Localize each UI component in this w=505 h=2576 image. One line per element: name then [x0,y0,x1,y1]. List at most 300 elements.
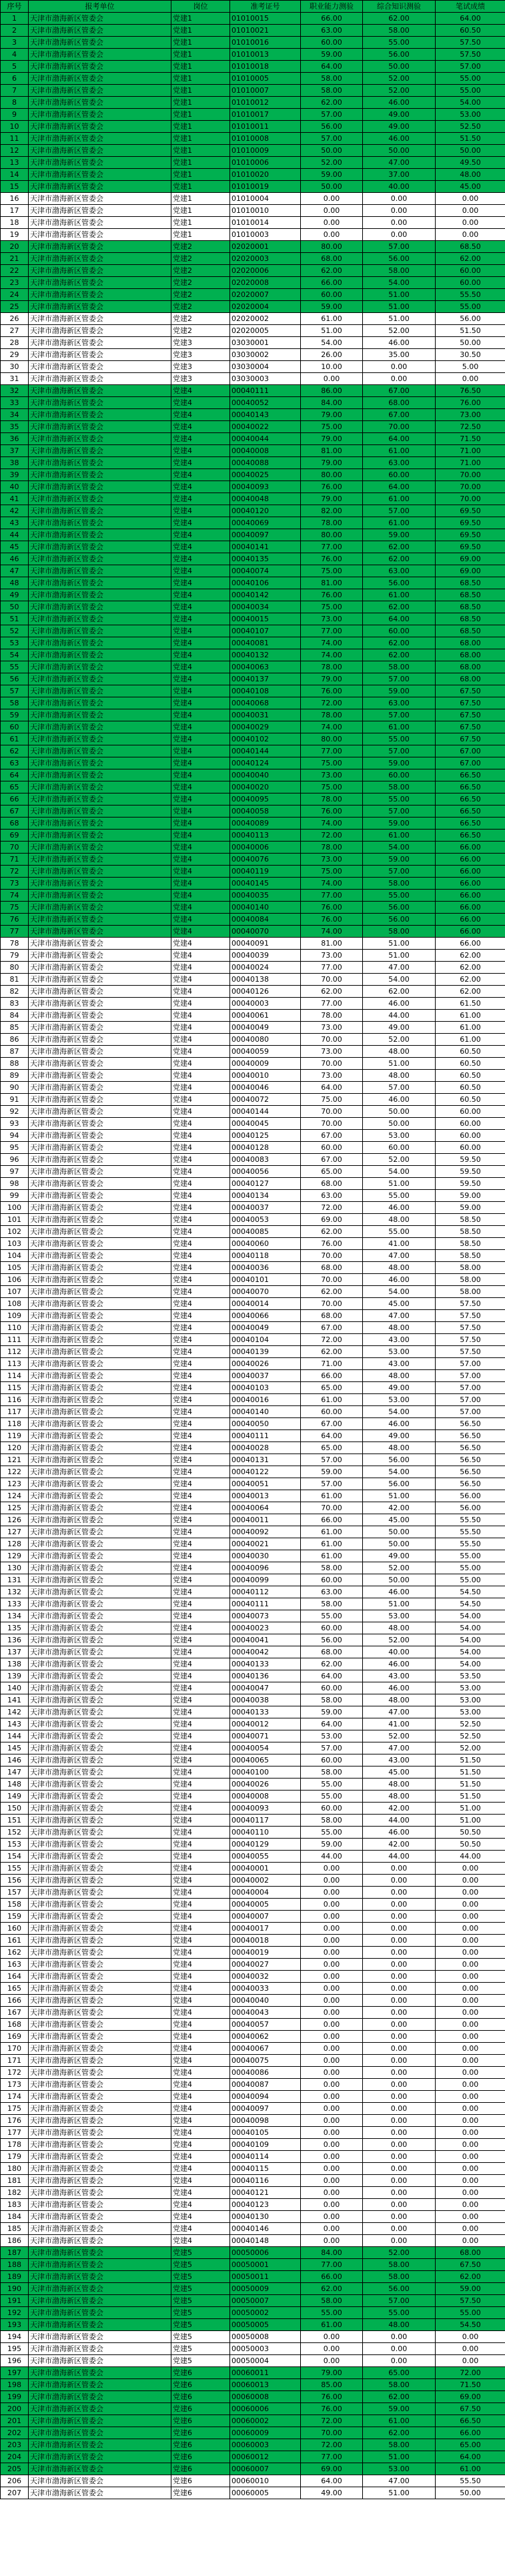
cell-ticket-no: 00040073 [230,1610,301,1622]
cell-unit: 天津市渤海新区管委会 [29,998,171,1010]
cell-aptitude: 57.00 [301,1454,363,1466]
cell-ticket-no: 01010008 [230,133,301,145]
cell-unit: 天津市渤海新区管委会 [29,1658,171,1670]
cell-aptitude: 70.00 [301,1106,363,1118]
cell-unit: 天津市渤海新区管委会 [29,2379,171,2391]
cell-position: 党建5 [171,2283,230,2295]
cell-unit: 天津市渤海新区管委会 [29,1418,171,1430]
table-row [1,1995,505,2007]
cell-written: 57.50 [436,1298,505,1310]
cell-unit: 天津市渤海新区管委会 [29,361,171,373]
cell-aptitude: 61.00 [301,313,363,325]
cell-unit: 天津市渤海新区管委会 [29,2271,171,2283]
cell-knowledge: 63.00 [363,565,436,577]
cell-knowledge: 47.00 [363,2475,436,2487]
cell-unit: 天津市渤海新区管委会 [29,914,171,926]
cell-seq: 77 [1,926,29,938]
table-row [1,1502,505,1514]
cell-knowledge: 54.00 [363,842,436,854]
cell-seq: 169 [1,2031,29,2043]
cell-unit: 天津市渤海新区管委会 [29,1250,171,1262]
cell-position: 党建4 [171,613,230,625]
cell-seq: 163 [1,1959,29,1971]
cell-knowledge: 59.00 [363,757,436,769]
cell-written: 60.50 [436,1082,505,1094]
cell-unit: 天津市渤海新区管委会 [29,2343,171,2355]
cell-seq: 16 [1,193,29,205]
table-row [1,1226,505,1238]
cell-ticket-no: 00040041 [230,1634,301,1646]
cell-knowledge: 0.00 [363,2139,436,2151]
cell-unit: 天津市渤海新区管委会 [29,1959,171,1971]
cell-seq: 74 [1,890,29,902]
cell-written: 57.00 [436,1406,505,1418]
table-row [1,97,505,109]
cell-unit: 天津市渤海新区管委会 [29,1899,171,1911]
cell-written: 0.00 [436,2187,505,2199]
cell-unit: 天津市渤海新区管委会 [29,854,171,866]
cell-position: 党建4 [171,1899,230,1911]
table-row [1,1322,505,1334]
cell-position: 党建3 [171,349,230,361]
cell-aptitude: 0.00 [301,2151,363,2163]
cell-seq: 123 [1,1478,29,1490]
table-row [1,2175,505,2187]
cell-aptitude: 0.00 [301,2031,363,2043]
cell-unit: 天津市渤海新区管委会 [29,1779,171,1791]
cell-ticket-no: 01010011 [230,121,301,133]
table-row [1,2151,505,2163]
cell-written: 66.50 [436,818,505,830]
cell-position: 党建4 [171,902,230,914]
cell-written: 55.00 [436,1562,505,1574]
cell-ticket-no: 00040137 [230,673,301,685]
cell-knowledge: 0.00 [363,2187,436,2199]
cell-written: 56.50 [436,1466,505,1478]
table-row [1,2187,505,2199]
cell-knowledge: 48.00 [363,1046,436,1058]
cell-unit: 天津市渤海新区管委会 [29,769,171,781]
cell-seq: 104 [1,1250,29,1262]
cell-aptitude: 0.00 [301,2091,363,2103]
cell-position: 党建4 [171,1586,230,1598]
cell-written: 54.50 [436,1598,505,1610]
cell-written: 57.50 [436,1322,505,1334]
table-row [1,1586,505,1598]
table-row [1,2223,505,2235]
cell-position: 党建1 [171,205,230,217]
cell-written: 55.50 [436,289,505,301]
cell-unit: 天津市渤海新区管委会 [29,1310,171,1322]
cell-knowledge: 58.00 [363,926,436,938]
cell-position: 党建4 [171,974,230,986]
table-row [1,1863,505,1875]
cell-aptitude: 63.00 [301,1190,363,1202]
cell-position: 党建4 [171,1010,230,1022]
cell-knowledge: 70.00 [363,421,436,433]
cell-aptitude: 61.00 [301,2319,363,2331]
cell-position: 党建4 [171,1214,230,1226]
cell-written: 30.50 [436,349,505,361]
cell-position: 党建4 [171,2115,230,2127]
cell-knowledge: 43.00 [363,1358,436,1370]
cell-position: 党建4 [171,1935,230,1947]
cell-written: 72.50 [436,421,505,433]
cell-knowledge: 51.00 [363,1178,436,1190]
cell-ticket-no: 00040120 [230,505,301,517]
cell-ticket-no: 00040126 [230,986,301,998]
cell-unit: 天津市渤海新区管委会 [29,637,171,649]
cell-aptitude: 81.00 [301,445,363,457]
cell-unit: 天津市渤海新区管委会 [29,1022,171,1034]
cell-seq: 191 [1,2295,29,2307]
cell-written: 60.50 [436,1070,505,1082]
cell-seq: 5 [1,61,29,73]
cell-aptitude: 68.00 [301,1262,363,1274]
cell-knowledge: 46.00 [363,1418,436,1430]
cell-seq: 72 [1,866,29,878]
cell-seq: 26 [1,313,29,325]
cell-knowledge: 64.00 [363,613,436,625]
cell-ticket-no: 01010007 [230,85,301,97]
cell-knowledge: 59.00 [363,818,436,830]
cell-written: 53.50 [436,1670,505,1682]
cell-unit: 天津市渤海新区管委会 [29,1394,171,1406]
cell-position: 党建4 [171,1250,230,1262]
cell-unit: 天津市渤海新区管委会 [29,1827,171,1839]
cell-ticket-no: 00040143 [230,409,301,421]
cell-aptitude: 60.00 [301,1142,363,1154]
cell-aptitude: 68.00 [301,253,363,265]
table-row [1,481,505,493]
table-row [1,337,505,349]
cell-ticket-no: 00040048 [230,493,301,505]
cell-unit: 天津市渤海新区管委会 [29,1382,171,1394]
cell-knowledge: 56.00 [363,253,436,265]
table-row [1,2127,505,2139]
cell-ticket-no: 00040127 [230,1178,301,1190]
cell-seq: 86 [1,1034,29,1046]
cell-ticket-no: 00040037 [230,1202,301,1214]
cell-aptitude: 75.00 [301,565,363,577]
cell-unit: 天津市渤海新区管委会 [29,806,171,818]
cell-written: 0.00 [436,373,505,385]
cell-ticket-no: 00040064 [230,1502,301,1514]
cell-written: 51.00 [436,1815,505,1827]
table-row [1,685,505,697]
cell-unit: 天津市渤海新区管委会 [29,337,171,349]
cell-position: 党建4 [171,830,230,842]
cell-seq: 69 [1,830,29,842]
cell-written: 56.00 [436,1502,505,1514]
cell-seq: 186 [1,2235,29,2247]
cell-knowledge: 0.00 [363,2055,436,2067]
cell-unit: 天津市渤海新区管委会 [29,1262,171,1274]
cell-ticket-no: 01010014 [230,217,301,229]
cell-seq: 105 [1,1262,29,1274]
cell-seq: 149 [1,1791,29,1803]
cell-written: 50.50 [436,1827,505,1839]
cell-unit: 天津市渤海新区管委会 [29,469,171,481]
cell-seq: 151 [1,1815,29,1827]
cell-position: 党建2 [171,313,230,325]
cell-seq: 25 [1,301,29,313]
cell-ticket-no: 00060007 [230,2463,301,2475]
cell-ticket-no: 00040017 [230,1923,301,1935]
cell-unit: 天津市渤海新区管委会 [29,2163,171,2175]
cell-seq: 188 [1,2259,29,2271]
table-row [1,1694,505,1706]
cell-position: 党建4 [171,2103,230,2115]
cell-position: 党建4 [171,469,230,481]
cell-unit: 天津市渤海新区管委会 [29,1586,171,1598]
cell-seq: 1 [1,13,29,25]
cell-knowledge: 0.00 [363,2067,436,2079]
cell-aptitude: 62.00 [301,1226,363,1238]
cell-position: 党建1 [171,193,230,205]
cell-written: 54.00 [436,1622,505,1634]
cell-ticket-no: 00040003 [230,998,301,1010]
cell-knowledge: 58.00 [363,878,436,890]
cell-unit: 天津市渤海新区管委会 [29,1358,171,1370]
cell-position: 党建2 [171,289,230,301]
cell-position: 党建4 [171,1863,230,1875]
cell-seq: 154 [1,1851,29,1863]
cell-unit: 天津市渤海新区管委会 [29,2487,171,2499]
cell-aptitude: 63.00 [301,25,363,37]
cell-position: 党建4 [171,1502,230,1514]
cell-aptitude: 77.00 [301,962,363,974]
cell-knowledge: 51.00 [363,1490,436,1502]
cell-position: 党建1 [171,85,230,97]
cell-knowledge: 0.00 [363,2211,436,2223]
cell-position: 党建4 [171,2151,230,2163]
cell-ticket-no: 00040121 [230,2187,301,2199]
cell-aptitude: 62.00 [301,2283,363,2295]
cell-aptitude: 72.00 [301,1202,363,1214]
cell-seq: 195 [1,2343,29,2355]
cell-knowledge: 54.00 [363,1286,436,1298]
cell-written: 44.00 [436,1851,505,1863]
cell-unit: 天津市渤海新区管委会 [29,25,171,37]
cell-unit: 天津市渤海新区管委会 [29,2067,171,2079]
table-row [1,409,505,421]
cell-ticket-no: 01010012 [230,97,301,109]
cell-position: 党建4 [171,1130,230,1142]
cell-position: 党建1 [171,13,230,25]
cell-seq: 177 [1,2127,29,2139]
cell-unit: 天津市渤海新区管委会 [29,986,171,998]
table-row [1,1406,505,1418]
cell-aptitude: 78.00 [301,661,363,673]
table-row [1,1706,505,1718]
table-row [1,445,505,457]
cell-unit: 天津市渤海新区管委会 [29,205,171,217]
cell-unit: 天津市渤海新区管委会 [29,793,171,806]
cell-aptitude: 55.00 [301,1610,363,1622]
cell-aptitude: 62.00 [301,986,363,998]
table-row [1,2403,505,2415]
cell-position: 党建4 [171,1274,230,1286]
cell-seq: 45 [1,541,29,553]
cell-aptitude: 67.00 [301,1322,363,1334]
cell-ticket-no: 00040071 [230,1730,301,1742]
table-row [1,2391,505,2403]
cell-seq: 11 [1,133,29,145]
cell-written: 64.00 [436,2451,505,2463]
table-row [1,529,505,541]
cell-ticket-no: 00060006 [230,2403,301,2415]
table-row [1,229,505,241]
cell-aptitude: 72.00 [301,697,363,709]
table-row [1,1178,505,1190]
cell-ticket-no: 00040029 [230,721,301,733]
table-row [1,313,505,325]
cell-position: 党建4 [171,1442,230,1454]
cell-written: 0.00 [436,1899,505,1911]
table-row [1,2163,505,2175]
cell-unit: 天津市渤海新区管委会 [29,1730,171,1742]
cell-knowledge: 48.00 [363,1070,436,1082]
table-row [1,1923,505,1935]
cell-ticket-no: 00050009 [230,2283,301,2295]
cell-position: 党建1 [171,121,230,133]
cell-aptitude: 58.00 [301,2295,363,2307]
cell-position: 党建4 [171,2139,230,2151]
cell-written: 71.00 [436,457,505,469]
cell-seq: 17 [1,205,29,217]
cell-ticket-no: 00040050 [230,1418,301,1430]
cell-unit: 天津市渤海新区管委会 [29,1202,171,1214]
cell-ticket-no: 00040070 [230,926,301,938]
cell-seq: 20 [1,241,29,253]
cell-written: 59.00 [436,2283,505,2295]
cell-ticket-no: 00040140 [230,1406,301,1418]
cell-written: 55.00 [436,1550,505,1562]
cell-position: 党建4 [171,806,230,818]
cell-position: 党建4 [171,1298,230,1310]
table-row [1,541,505,553]
cell-knowledge: 58.00 [363,2259,436,2271]
cell-aptitude: 0.00 [301,2235,363,2247]
cell-knowledge: 46.00 [363,1586,436,1598]
cell-written: 57.00 [436,1382,505,1394]
cell-position: 党建2 [171,265,230,277]
cell-ticket-no: 00040058 [230,806,301,818]
cell-ticket-no: 00040100 [230,1766,301,1779]
cell-position: 党建4 [171,385,230,397]
cell-aptitude: 0.00 [301,1911,363,1923]
cell-ticket-no: 00040125 [230,1130,301,1142]
cell-position: 党建6 [171,2475,230,2487]
cell-unit: 天津市渤海新区管委会 [29,145,171,157]
cell-written: 64.00 [436,13,505,25]
cell-written: 51.50 [436,1779,505,1791]
cell-position: 党建4 [171,1730,230,1742]
cell-written: 0.00 [436,1959,505,1971]
cell-ticket-no: 00040131 [230,1454,301,1466]
cell-unit: 天津市渤海新区管委会 [29,253,171,265]
cell-knowledge: 56.00 [363,1478,436,1490]
cell-ticket-no: 02020003 [230,253,301,265]
cell-seq: 162 [1,1947,29,1959]
cell-unit: 天津市渤海新区管委会 [29,1694,171,1706]
cell-position: 党建4 [171,866,230,878]
cell-seq: 7 [1,85,29,97]
cell-written: 60.50 [436,25,505,37]
cell-seq: 156 [1,1875,29,1887]
table-row [1,914,505,926]
cell-unit: 天津市渤海新区管委会 [29,1406,171,1418]
cell-unit: 天津市渤海新区管委会 [29,1550,171,1562]
cell-written: 0.00 [436,2175,505,2187]
cell-knowledge: 62.00 [363,2391,436,2403]
cell-ticket-no: 00040022 [230,421,301,433]
cell-written: 53.00 [436,1682,505,1694]
cell-unit: 天津市渤海新区管委会 [29,1911,171,1923]
cell-ticket-no: 00040035 [230,890,301,902]
cell-ticket-no: 00040133 [230,1658,301,1670]
cell-aptitude: 71.00 [301,1358,363,1370]
cell-ticket-no: 00040069 [230,517,301,529]
cell-position: 党建4 [171,2223,230,2235]
cell-position: 党建4 [171,1718,230,1730]
cell-unit: 天津市渤海新区管委会 [29,1983,171,1995]
cell-unit: 天津市渤海新区管委会 [29,1754,171,1766]
cell-seq: 203 [1,2439,29,2451]
cell-ticket-no: 00040054 [230,1742,301,1754]
cell-aptitude: 60.00 [301,1622,363,1634]
cell-unit: 天津市渤海新区管委会 [29,37,171,49]
cell-ticket-no: 00040111 [230,385,301,397]
cell-unit: 天津市渤海新区管委会 [29,1190,171,1202]
cell-seq: 158 [1,1899,29,1911]
cell-unit: 天津市渤海新区管委会 [29,1094,171,1106]
cell-aptitude: 70.00 [301,1058,363,1070]
cell-knowledge: 47.00 [363,962,436,974]
cell-ticket-no: 00040020 [230,781,301,793]
cell-ticket-no: 00040026 [230,1358,301,1370]
cell-knowledge: 53.00 [363,2463,436,2475]
cell-position: 党建4 [171,1262,230,1274]
table-row [1,1382,505,1394]
cell-seq: 137 [1,1646,29,1658]
table-row [1,1682,505,1694]
table-row [1,1754,505,1766]
cell-knowledge: 59.00 [363,854,436,866]
cell-written: 0.00 [436,2211,505,2223]
cell-seq: 196 [1,2355,29,2367]
cell-unit: 天津市渤海新区管委会 [29,673,171,685]
cell-position: 党建4 [171,938,230,950]
cell-ticket-no: 01010010 [230,205,301,217]
cell-aptitude: 69.00 [301,1214,363,1226]
cell-knowledge: 48.00 [363,1214,436,1226]
cell-ticket-no: 00040115 [230,2163,301,2175]
cell-written: 50.50 [436,1839,505,1851]
cell-seq: 28 [1,337,29,349]
cell-written: 0.00 [436,1863,505,1875]
cell-unit: 天津市渤海新区管委会 [29,1610,171,1622]
cell-position: 党建4 [171,1370,230,1382]
cell-aptitude: 0.00 [301,2103,363,2115]
table-row [1,577,505,589]
cell-ticket-no: 00040098 [230,2115,301,2127]
table-row [1,2007,505,2019]
cell-aptitude: 0.00 [301,2355,363,2367]
cell-aptitude: 0.00 [301,2187,363,2199]
header-unit: 报考单位 [29,1,171,13]
